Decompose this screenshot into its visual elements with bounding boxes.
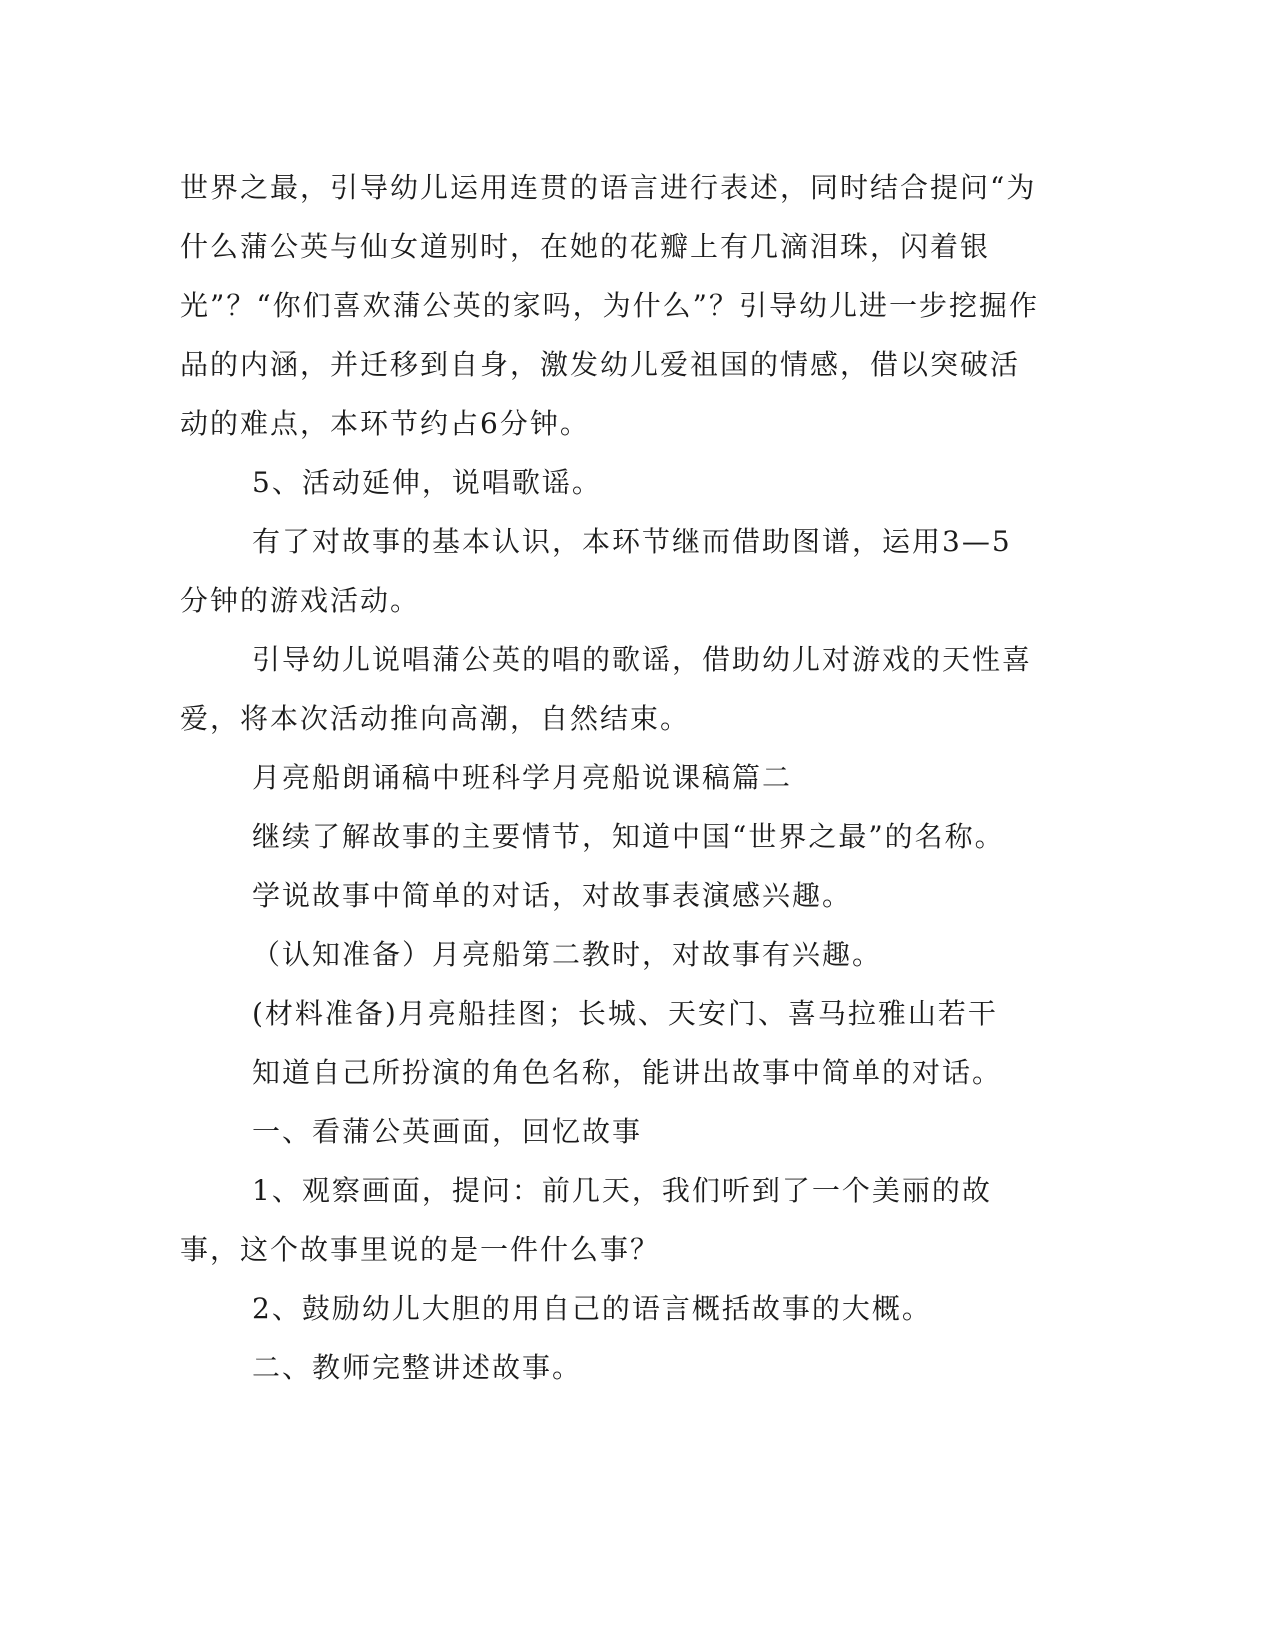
goal-dialogue: 学说故事中简单的对话，对故事表演感兴趣。: [252, 879, 853, 912]
paragraph-sing-rhyme: 引导幼儿说唱蒲公英的唱的歌谣，借助幼儿对游戏的天性喜爱，将本次活动推向高潮，自然结束。: [180, 643, 1033, 735]
step-one-summarize: 2、鼓励幼儿大胆的用自己的语言概括故事的大概。: [252, 1292, 932, 1325]
goal-understand-plot: 继续了解故事的主要情节，知道中国“世界之最”的名称。: [252, 820, 1005, 853]
section-title-part-two: 月亮船朗诵稿中班科学月亮船说课稿篇二: [252, 761, 793, 794]
goal-roles: 知道自己所扮演的角色名称，能讲出故事中简单的对话。: [252, 1056, 1003, 1089]
paragraph-game-activity: 有了对故事的基本认识，本环节继而借助图谱，运用3—5分钟的游戏活动。: [180, 525, 1012, 617]
step-one-heading: 一、看蒲公英画面，回忆故事: [252, 1115, 643, 1148]
step-two-heading: 二、教师完整讲述故事。: [252, 1351, 583, 1384]
paragraph-activity-extension: 5、活动延伸，说唱歌谣。: [252, 466, 602, 499]
prep-cognitive: （认知准备）月亮船第二教时，对故事有兴趣。: [252, 938, 883, 971]
paragraph-world-records-discussion: 世界之最，引导幼儿运用连贯的语言进行表述，同时结合提问“为什么蒲公英与仙女道别时，在她的花瓣上有几滴泪珠，闪着银光”？“你们喜欢蒲公英的家吗，为什么”？引导幼儿进一步挖掘作品的内涵，并迁移到自身，激发幼儿爱祖国的情感，借以突破活动的难点，本环节约占6分钟。: [180, 171, 1039, 440]
document-body: [180, 158, 1040, 1397]
step-one-observe: 1、观察画面，提问：前几天，我们听到了一个美丽的故事，这个故事里说的是一件什么事？: [180, 1174, 992, 1266]
prep-materials: (材料准备)月亮船挂图；长城、天安门、喜马拉雅山若干: [252, 997, 998, 1030]
